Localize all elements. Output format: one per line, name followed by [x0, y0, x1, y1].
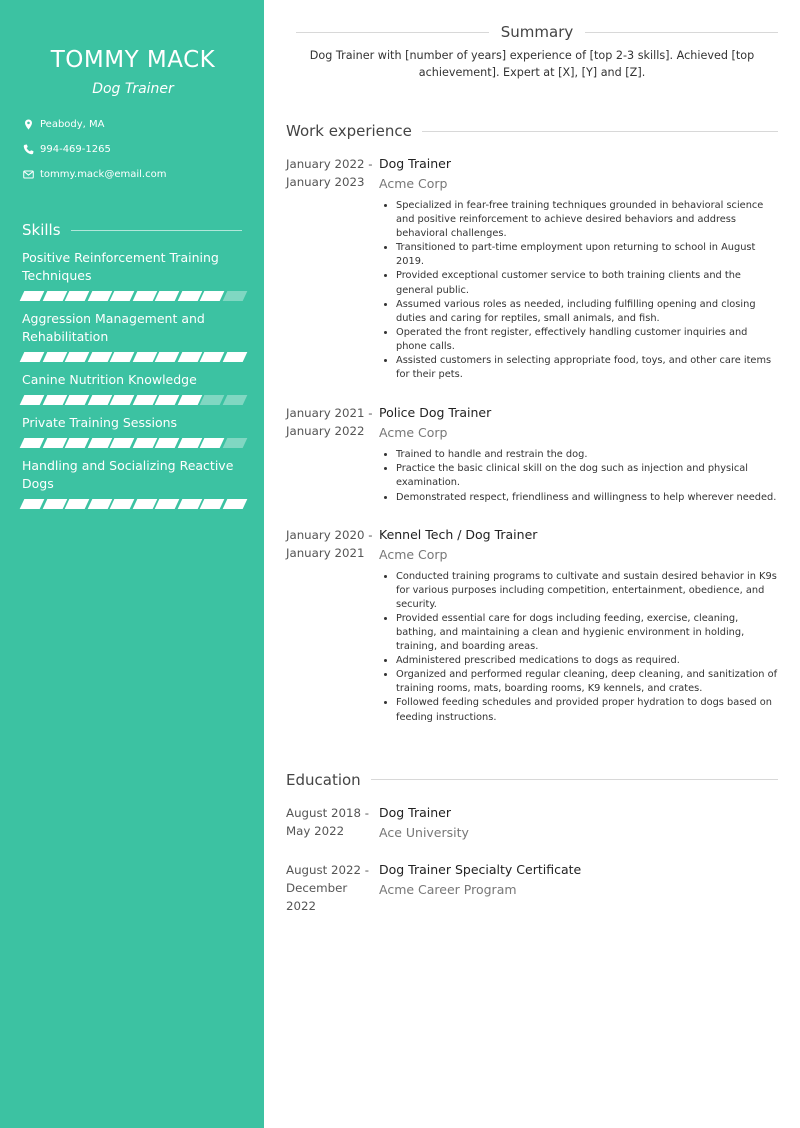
skill-item	[22, 310, 244, 362]
summary-heading	[296, 23, 778, 41]
skill-level-segment	[20, 352, 44, 362]
work-heading-divider	[422, 131, 778, 132]
skill-level-segment	[87, 352, 111, 362]
education-entry	[286, 861, 778, 915]
work-start-date: January 2022 -	[286, 157, 373, 171]
skill-name: Handling and Socializing Reactive Dogs	[22, 458, 234, 491]
skill-level-segment	[177, 499, 201, 509]
work-bullet: • Transitioned to part-time employment upon returning to school in August 2019.	[396, 241, 778, 269]
skill-level-segment	[155, 291, 179, 301]
summary-heading-label: Summary	[500, 23, 574, 41]
work-bullet: • Trained to handle and restrain the dog.	[396, 448, 778, 462]
skill-level-segment	[42, 291, 66, 301]
sidebar	[0, 0, 264, 1128]
summary-text: Dog Trainer with [number of years] experience of [top 2-3 skills]. Achieved [top achievement]. Expert at [X], [Y] and [Z].	[309, 49, 755, 79]
envelope-icon	[22, 169, 34, 181]
skill-level-segment	[87, 395, 111, 405]
work-heading-label: Work experience	[286, 122, 412, 140]
work-heading	[286, 121, 778, 141]
work-bullet: • Demonstrated respect, friendliness and willingness to help wherever needed.	[396, 491, 778, 505]
skill-level-bar	[22, 291, 244, 301]
skill-item	[22, 457, 244, 509]
education-start-date: August 2018 -	[286, 805, 370, 820]
work-end-date: January 2023	[286, 175, 365, 189]
skill-item	[22, 371, 244, 405]
skill-level-segment	[222, 499, 246, 509]
skill-level-segment	[200, 395, 224, 405]
work-bullet: • Assumed various roles as needed, including fulfilling opening and closing duties and caring for reptiles, small animals, and fish.	[396, 298, 778, 326]
work-details	[379, 155, 778, 382]
skill-level-segment	[177, 395, 201, 405]
skill-level-segment	[42, 499, 66, 509]
work-bullet: • Operated the front register, effectively handling customer inquiries and phone calls.	[396, 326, 778, 354]
skill-level-segment	[200, 438, 224, 448]
skill-level-segment	[110, 352, 134, 362]
skill-level-bar	[22, 395, 244, 405]
work-bullet: • Followed feeding schedules and provided proper hydration to dogs based on feeding instructions.	[396, 696, 778, 724]
email-text[interactable]: tommy.mack@email.com	[40, 169, 167, 180]
skill-level-segment	[222, 438, 246, 448]
contact-email	[22, 162, 244, 187]
work-dates	[286, 404, 379, 504]
contact-list	[22, 112, 244, 187]
skill-level-bar	[22, 438, 244, 448]
skill-level-segment	[65, 352, 89, 362]
skill-level-segment	[20, 499, 44, 509]
skill-level-segment	[200, 352, 224, 362]
education-heading-label: Education	[286, 770, 361, 789]
skill-level-segment	[110, 395, 134, 405]
work-dates	[286, 155, 379, 382]
skill-level-segment	[155, 499, 179, 509]
skill-level-segment	[87, 499, 111, 509]
skill-level-bar	[22, 352, 244, 362]
skill-level-segment	[155, 352, 179, 362]
location-text: Peabody, MA	[40, 119, 105, 130]
education-end-date: May 2022	[286, 823, 345, 838]
education-school: Acme Career Program	[379, 881, 517, 897]
skill-level-segment	[177, 352, 201, 362]
skills-heading	[22, 220, 244, 240]
skills-heading-label: Skills	[22, 221, 61, 239]
skill-level-segment	[42, 395, 66, 405]
work-bullet: • Provided essential care for dogs including feeding, exercise, cleaning, bathing, and maintaining a clean and hygienic environment in holding, training, and boarding areas.	[396, 612, 778, 654]
work-role: Police Dog Trainer	[379, 405, 492, 421]
skill-level-segment	[65, 291, 89, 301]
skill-level-segment	[222, 395, 246, 405]
work-dates	[286, 526, 379, 725]
work-details	[379, 526, 778, 725]
summary-divider-right	[585, 32, 778, 33]
work-role: Kennel Tech / Dog Trainer	[379, 526, 538, 542]
education-details	[379, 861, 778, 915]
work-entry	[286, 155, 778, 382]
education-heading-divider	[371, 779, 778, 780]
education-details	[379, 804, 778, 842]
phone-icon	[22, 144, 34, 156]
work-bullet: • Provided exceptional customer service to both training clients and the general public.	[396, 269, 778, 297]
skills-list	[22, 249, 244, 509]
education-dates	[286, 804, 379, 842]
skill-level-segment	[87, 438, 111, 448]
skill-item	[22, 249, 244, 301]
skill-level-segment	[65, 395, 89, 405]
work-start-date: January 2021 -	[286, 406, 373, 421]
education-end-date: December 2022	[286, 880, 348, 913]
main-content	[286, 0, 778, 915]
work-end-date: January 2021	[286, 545, 365, 560]
work-bullet: • Administered prescribed medications to dogs as required.	[396, 654, 778, 668]
work-entry	[286, 526, 778, 725]
work-bullets	[379, 570, 778, 725]
work-company: Acme Corp	[379, 176, 448, 191]
skill-name: Canine Nutrition Knowledge	[22, 372, 197, 387]
education-school: Ace University	[379, 824, 469, 840]
skill-level-segment	[177, 291, 201, 301]
work-role: Dog Trainer	[379, 156, 452, 171]
skill-level-segment	[110, 499, 134, 509]
skill-level-segment	[132, 499, 156, 509]
skill-level-segment	[177, 438, 201, 448]
work-end-date: January 2022	[286, 424, 365, 439]
skill-level-segment	[132, 395, 156, 405]
skill-level-segment	[20, 395, 44, 405]
skill-level-segment	[155, 395, 179, 405]
work-bullet: • Specialized in fear-free training techniques grounded in behavioral science and positive reinforcement to achieve desired behaviors and address behavioral challenges.	[396, 199, 778, 241]
skill-level-segment	[222, 291, 246, 301]
location-pin-icon	[22, 119, 34, 131]
work-bullet: • Practice the basic clinical skill on the dog such as injection and physical examination.	[396, 462, 778, 490]
skill-level-segment	[222, 352, 246, 362]
education-dates	[286, 861, 379, 915]
education-heading	[286, 770, 778, 790]
contact-location	[22, 112, 244, 137]
skills-heading-divider	[71, 230, 242, 231]
skill-level-segment	[42, 352, 66, 362]
education-start-date: August 2022 -	[286, 862, 370, 877]
work-company: Acme Corp	[379, 546, 448, 562]
skill-level-segment	[87, 291, 111, 301]
work-details	[379, 404, 778, 504]
skill-level-segment	[132, 438, 156, 448]
skill-name: Aggression Management and Rehabilitation	[22, 311, 205, 344]
skill-level-segment	[42, 438, 66, 448]
work-bullets	[379, 199, 778, 382]
skill-level-segment	[110, 291, 134, 301]
skill-level-segment	[132, 291, 156, 301]
skill-level-segment	[132, 352, 156, 362]
skill-level-segment	[65, 499, 89, 509]
work-bullet: • Organized and performed regular cleaning, deep cleaning, and sanitization of training rooms, mats, boarding rooms, K9 kennels, and crates.	[396, 668, 778, 696]
skill-level-segment	[20, 438, 44, 448]
work-company: Acme Corp	[379, 425, 448, 441]
work-entry	[286, 404, 778, 504]
skill-level-segment	[200, 291, 224, 301]
skill-level-segment	[155, 438, 179, 448]
skill-name: Positive Reinforcement Training Techniques	[22, 250, 219, 283]
work-start-date: January 2020 -	[286, 527, 373, 542]
candidate-title: Dog Trainer	[92, 81, 174, 97]
summary-divider-left	[296, 32, 489, 33]
phone-text[interactable]: 994-469-1265	[40, 144, 111, 155]
education-degree: Dog Trainer Specialty Certificate	[379, 861, 582, 877]
skill-level-segment	[20, 291, 44, 301]
education-entry	[286, 804, 778, 842]
skill-level-segment	[65, 438, 89, 448]
skill-level-segment	[200, 499, 224, 509]
contact-phone	[22, 137, 244, 162]
work-bullets	[379, 448, 778, 504]
work-bullet: • Assisted customers in selecting appropriate food, toys, and other care items for their pets.	[396, 354, 778, 382]
education-degree: Dog Trainer	[379, 804, 452, 820]
skill-level-segment	[110, 438, 134, 448]
skill-name: Private Training Sessions	[22, 415, 178, 430]
skill-item	[22, 414, 244, 448]
skill-level-bar	[22, 499, 244, 509]
candidate-name: TOMMY MACK	[50, 47, 216, 73]
work-bullet: • Conducted training programs to cultivate and sustain desired behavior in K9s for various purposes including competition, entertainment, obedience, and security.	[396, 570, 778, 612]
